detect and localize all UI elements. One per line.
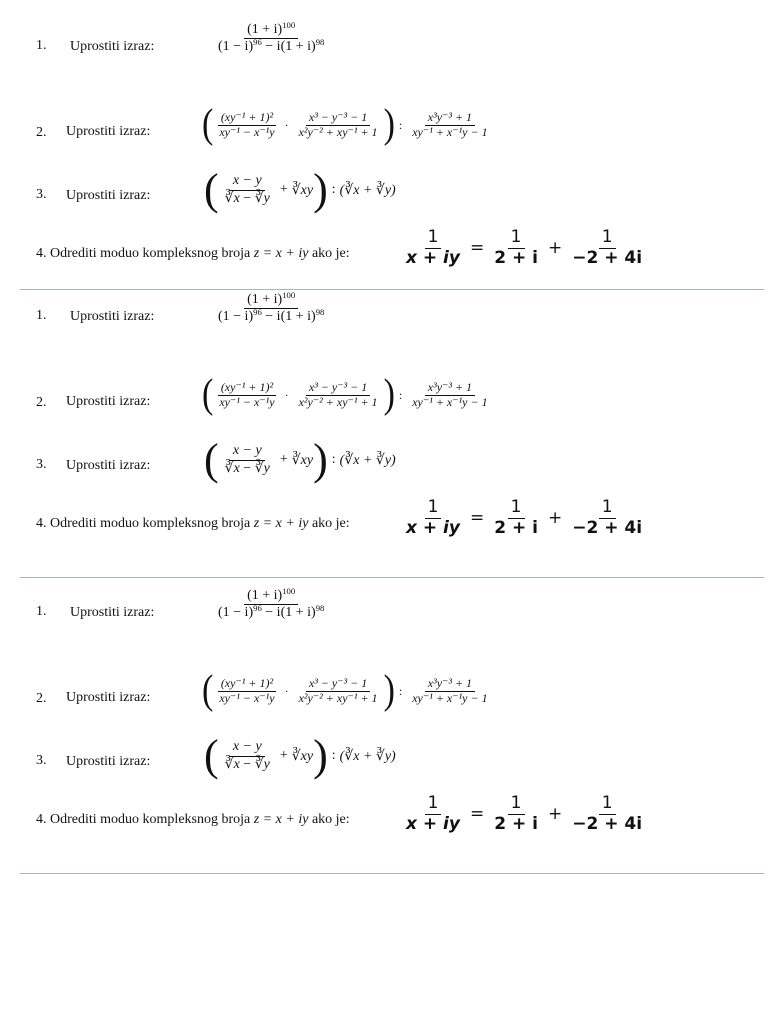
problem-4-equation: $\frac{1}{x + iy}$ = $\frac{1}{2 + i}$ + $\frac{1}{-2 + 4i}$: [400, 228, 648, 268]
problem-1-expression: [212, 292, 330, 325]
problem-2-number: 2.: [36, 125, 47, 140]
problem-3-label: Uprostiti izraz:: [66, 754, 151, 769]
p2-frac3-num: x³y⁻³ + 1: [425, 677, 475, 692]
p3-denominator: ∛x − ∛y: [224, 756, 270, 772]
p3-divisor: (∛x + ∛y): [339, 452, 396, 468]
p4-r1-den: 2 + i: [494, 247, 538, 268]
problem-2-label: Uprostiti izraz:: [66, 690, 151, 705]
p3-divisor: (∛x + ∛y): [339, 748, 396, 764]
divider-line: [20, 873, 764, 874]
p3-divisor: (∛x + ∛y): [339, 182, 396, 198]
p4-r1-num: 1: [508, 498, 525, 519]
problem-1-expression: [212, 588, 330, 621]
p3-denominator: ∛x − ∛y: [224, 460, 270, 476]
problem-1-number: 1.: [36, 604, 47, 619]
p2-frac1-num: (xy⁻¹ + 1)²: [218, 111, 276, 126]
p4-r1-den: 2 + i: [494, 517, 538, 538]
p4-r2-num: 1: [599, 794, 616, 815]
problem-4-number: 4.: [36, 246, 47, 261]
p2-frac1-den: xy⁻¹ − x⁻¹y: [219, 124, 275, 139]
p2-frac1-den: xy⁻¹ − x⁻¹y: [219, 394, 275, 409]
problem-3-number: 3.: [36, 753, 47, 768]
p4-r1-num: 1: [508, 794, 525, 815]
problem-3-label: Uprostiti izraz:: [66, 458, 151, 473]
problem-4-text: Odrediti moduo kompleksnog broja: [50, 246, 251, 261]
p2-frac3-den: xy⁻¹ + x⁻¹y − 1: [412, 394, 488, 409]
problem-4-z-def: z = x + iy: [253, 246, 309, 261]
p3-numerator: x − y: [230, 443, 265, 460]
problem-2-number: 2.: [36, 395, 47, 410]
problem-4-label: [36, 246, 350, 262]
problem-4-equation: $\frac{1}{x + iy}$ = $\frac{1}{2 + i}$ + $\frac{1}{-2 + 4i}$: [400, 794, 648, 834]
p2-frac2-den: x²y⁻² + xy⁻¹ + 1: [298, 394, 378, 409]
problem-1-label: Uprostiti izraz:: [70, 605, 155, 620]
problem-3-expression: ( $\frac{x - y}{∛x - ∛y}$ + ∛xy ) : (∛x + ∛y): [204, 731, 396, 780]
problem-set: [0, 566, 768, 856]
p1-numerator: $(1 + i)^{100}$: [244, 292, 298, 309]
problem-4-text: Odrediti moduo kompleksnog broja: [50, 812, 251, 827]
problem-1-label: Uprostiti izraz:: [70, 309, 155, 324]
p2-frac1-num: (xy⁻¹ + 1)²: [218, 381, 276, 396]
p2-frac3-den: xy⁻¹ + x⁻¹y − 1: [412, 690, 488, 705]
p2-frac2-num: x³ − y⁻³ − 1: [306, 111, 370, 126]
p4-r2-den: −2 + 4i: [572, 517, 643, 538]
problem-4-z-def: z = x + iy: [253, 516, 309, 531]
problem-3-number: 3.: [36, 457, 47, 472]
p3-cube-root-xy: ∛xy: [291, 452, 314, 468]
p4-r2-num: 1: [599, 228, 616, 249]
p4-lhs-num: 1: [425, 228, 442, 249]
p3-numerator: x − y: [230, 739, 265, 756]
problem-set: [0, 270, 768, 560]
p3-cube-root-xy: ∛xy: [291, 182, 314, 198]
problem-4-suffix: ako je:: [311, 516, 350, 531]
p4-lhs-num: 1: [425, 498, 442, 519]
problem-2-number: 2.: [36, 691, 47, 706]
p1-denominator: $(1 - i)^{96} - i(1 + i)^{98}$: [218, 603, 325, 621]
divider-line: [20, 577, 764, 578]
problem-4-number: 4.: [36, 812, 47, 827]
problem-1-expression: [212, 22, 330, 55]
problem-4-suffix: ako je:: [311, 812, 350, 827]
p4-r2-num: 1: [599, 498, 616, 519]
p4-lhs-den: x + iy: [406, 517, 460, 538]
problem-4-suffix: ako je:: [311, 246, 350, 261]
problem-1-label: Uprostiti izraz:: [70, 39, 155, 54]
problem-2-label: Uprostiti izraz:: [66, 124, 151, 139]
problem-2-expression: ( $\frac{\text{(xy⁻¹ + 1)²}}{\text{xy⁻¹ − x⁻¹y}}$ · $\frac{\text{x³ − y⁻³ − 1}}{\text{x²y⁻² + xy⁻¹ + 1}}$ ) : $\frac{\text{x³y⁻³ + 1}}{\text{xy⁻¹ + x⁻¹y − 1}}$: [202, 674, 494, 708]
p2-frac1-num: (xy⁻¹ + 1)²: [218, 677, 276, 692]
p1-numerator: $(1 + i)^{100}$: [244, 22, 298, 39]
p2-frac2-num: x³ − y⁻³ − 1: [306, 381, 370, 396]
problem-4-label: [36, 516, 350, 532]
p4-lhs-den: x + iy: [406, 247, 460, 268]
p2-frac2-den: x²y⁻² + xy⁻¹ + 1: [298, 124, 378, 139]
problem-3-label: Uprostiti izraz:: [66, 188, 151, 203]
problem-set: [0, 0, 768, 290]
problem-2-expression: ( $\frac{\text{(xy⁻¹ + 1)²}}{\text{xy⁻¹ − x⁻¹y}}$ · $\frac{\text{x³ − y⁻³ − 1}}{\text{x²y⁻² + xy⁻¹ + 1}}$ ) : $\frac{\text{x³y⁻³ + 1}}{\text{xy⁻¹ + x⁻¹y − 1}}$: [202, 108, 494, 142]
problem-3-expression: ( $\frac{x - y}{∛x - ∛y}$ + ∛xy ) : (∛x + ∛y): [204, 165, 396, 214]
p2-frac2-den: x²y⁻² + xy⁻¹ + 1: [298, 690, 378, 705]
p4-lhs-num: 1: [425, 794, 442, 815]
p4-r2-den: −2 + 4i: [572, 813, 643, 834]
p2-frac1-den: xy⁻¹ − x⁻¹y: [219, 690, 275, 705]
problem-2-expression: ( $\frac{\text{(xy⁻¹ + 1)²}}{\text{xy⁻¹ − x⁻¹y}}$ · $\frac{\text{x³ − y⁻³ − 1}}{\text{x²y⁻² + xy⁻¹ + 1}}$ ) : $\frac{\text{x³y⁻³ + 1}}{\text{xy⁻¹ + x⁻¹y − 1}}$: [202, 378, 494, 412]
p4-r1-num: 1: [508, 228, 525, 249]
p1-numerator: $(1 + i)^{100}$: [244, 588, 298, 605]
problem-4-text: Odrediti moduo kompleksnog broja: [50, 516, 251, 531]
p4-lhs-den: x + iy: [406, 813, 460, 834]
problem-4-equation: $\frac{1}{x + iy}$ = $\frac{1}{2 + i}$ + $\frac{1}{-2 + 4i}$: [400, 498, 648, 538]
problem-2-label: Uprostiti izraz:: [66, 394, 151, 409]
p2-frac2-num: x³ − y⁻³ − 1: [306, 677, 370, 692]
problem-3-expression: ( $\frac{x - y}{∛x - ∛y}$ + ∛xy ) : (∛x + ∛y): [204, 435, 396, 484]
p3-cube-root-xy: ∛xy: [291, 748, 314, 764]
p3-numerator: x − y: [230, 173, 265, 190]
p3-denominator: ∛x − ∛y: [224, 190, 270, 206]
problem-1-number: 1.: [36, 38, 47, 53]
problem-4-z-def: z = x + iy: [253, 812, 309, 827]
p2-frac3-num: x³y⁻³ + 1: [425, 381, 475, 396]
problem-4-label: [36, 812, 350, 828]
p2-frac3-num: x³y⁻³ + 1: [425, 111, 475, 126]
p1-denominator: $(1 - i)^{96} - i(1 + i)^{98}$: [218, 37, 325, 55]
p4-r2-den: −2 + 4i: [572, 247, 643, 268]
p4-r1-den: 2 + i: [494, 813, 538, 834]
p2-frac3-den: xy⁻¹ + x⁻¹y − 1: [412, 124, 488, 139]
problem-3-number: 3.: [36, 187, 47, 202]
problem-4-number: 4.: [36, 516, 47, 531]
divider-line: [20, 289, 764, 290]
p1-denominator: $(1 - i)^{96} - i(1 + i)^{98}$: [218, 307, 325, 325]
problem-1-number: 1.: [36, 308, 47, 323]
